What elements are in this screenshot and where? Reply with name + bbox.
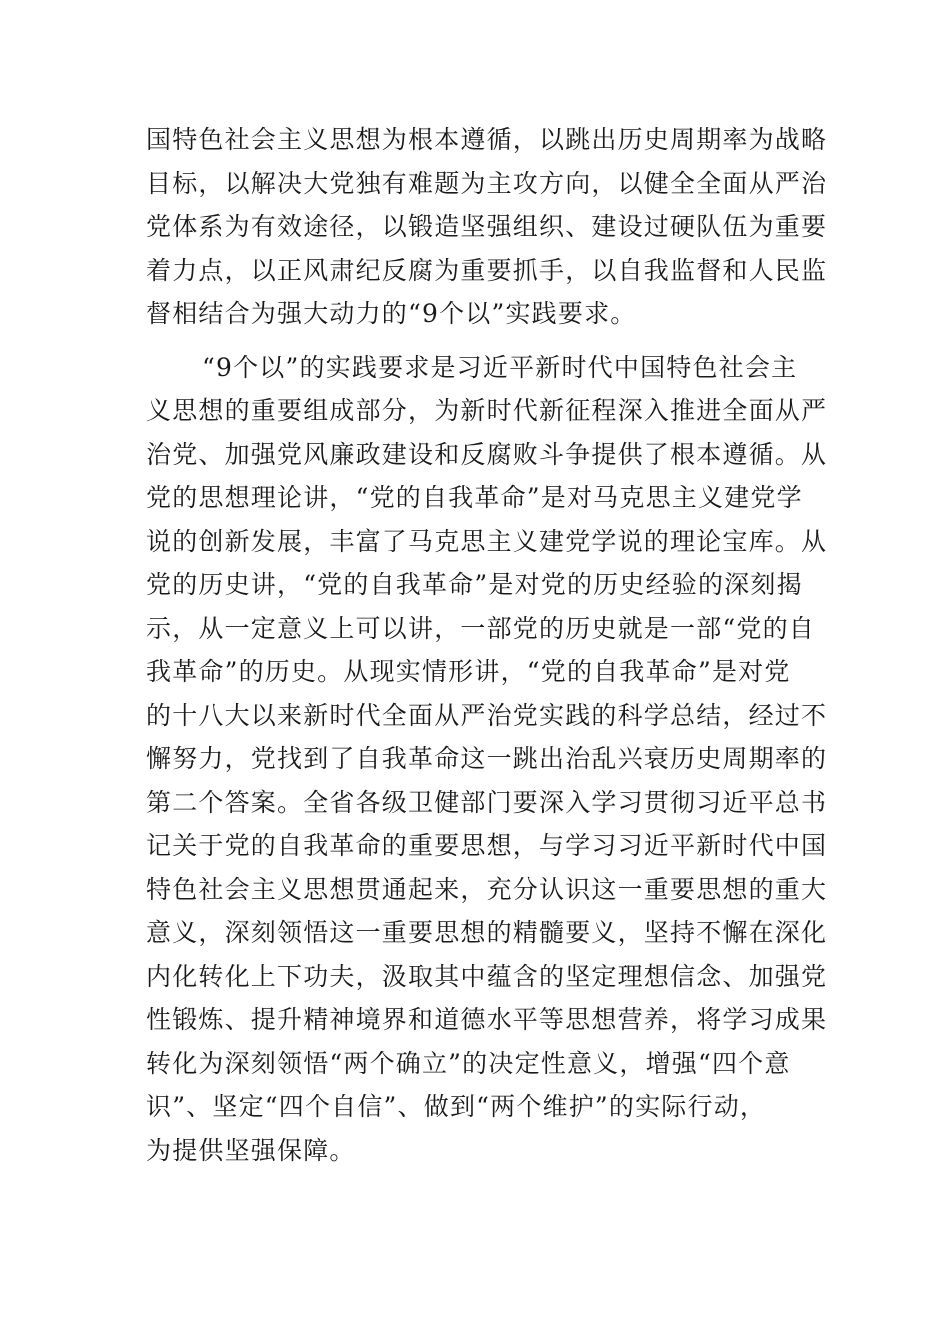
- text-line: 识”、坚定“四个自信”、做到“两个维护”的实际行动，: [146, 1092, 767, 1121]
- text-line: 为提供坚强保障。: [146, 1135, 356, 1165]
- text-line-first: “9个以”的实践要求是习近平新时代中国特色社会主: [202, 352, 798, 382]
- text-line: 第二个答案。全省各级卫健部门要深入学习贯彻习近平总书: [146, 787, 828, 817]
- text-line: 示，从一定意义上可以讲，一部党的历史就是一部“党的自: [146, 613, 815, 643]
- text-line: 目标，以解决大党独有难题为主攻方向，以健全全面从严治: [146, 168, 828, 198]
- document-body: [146, 118, 828, 1172]
- text-line: 治党、加强党风廉政建设和反腐败斗争提供了根本遵循。从: [146, 439, 828, 469]
- text-line: 转化为深刻领悟“两个确立”的决定性意义，增强“四个意: [146, 1048, 791, 1078]
- text-line: 党的思想理论讲，“党的自我革命”是对马克思主义建党学: [146, 483, 803, 512]
- paragraph-2: [146, 346, 828, 1173]
- text-line: 意义，深刻领悟这一重要思想的精髓要义，坚持不懈在深化: [146, 918, 828, 947]
- text-line: 的十八大以来新时代全面从严治党实践的科学总结，经过不: [146, 700, 828, 730]
- text-line: 党体系为有效途径，以锻造坚强组织、建设过硬队伍为重要: [146, 212, 828, 241]
- text-line: 性锻炼、提升精神境界和道德水平等思想营养，将学习成果: [146, 1005, 828, 1034]
- paragraph-spacer: [146, 336, 816, 346]
- text-line: 记关于党的自我革命的重要思想，与学习习近平新时代中国: [146, 831, 828, 860]
- text-line: 说的创新发展，丰富了马克思主义建党学说的理论宝库。从: [146, 526, 828, 556]
- text-line: 党的历史讲，“党的自我革命”是对党的历史经验的深刻揭: [146, 570, 803, 599]
- text-line: 国特色社会主义思想为根本遵循，以跳出历史周期率为战略: [146, 125, 828, 154]
- text-line: 内化转化上下功夫，汲取其中蕴含的坚定理想信念、加强党: [146, 961, 828, 991]
- text-line: 督相结合为强大动力的“9个以”实践要求。: [146, 299, 637, 328]
- text-line: 义思想的重要组成部分，为新时代新征程深入推进全面从严: [146, 396, 828, 425]
- text-line: 着力点，以正风肃纪反腐为重要抓手，以自我监督和人民监: [146, 255, 828, 285]
- text-line: 懈努力，党找到了自我革命这一跳出治乱兴衰历史周期率的: [146, 744, 828, 773]
- text-line: 我革命”的历史。从现实情形讲，“党的自我革命”是对党: [146, 657, 791, 686]
- paragraph-1: [146, 118, 828, 336]
- text-line: 特色社会主义思想贯通起来，充分认识这一重要思想的重大: [146, 874, 828, 904]
